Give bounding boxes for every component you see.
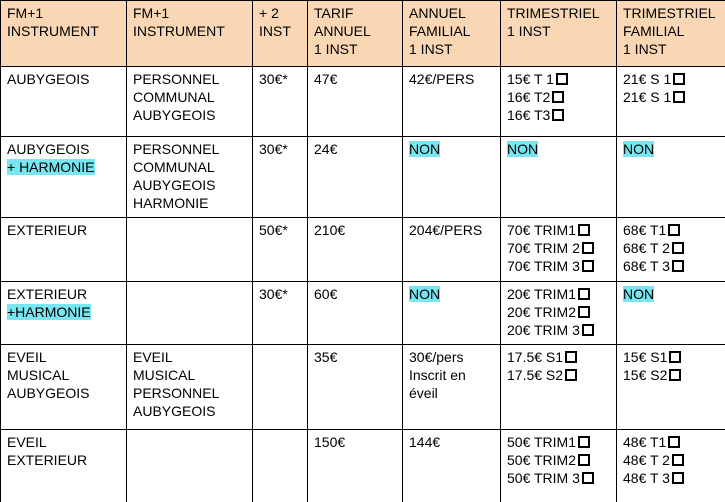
cell-line: [7, 348, 121, 366]
cell-line: [623, 257, 720, 275]
cell-line: [133, 384, 247, 402]
table-cell: [403, 218, 501, 282]
table-row: [1, 67, 725, 137]
table-cell: [1, 282, 127, 345]
cell-line: [623, 285, 720, 303]
cell-line: [259, 70, 302, 88]
checkbox-icon: [578, 436, 590, 448]
cell-line: [133, 402, 247, 420]
cell-line: [133, 176, 247, 194]
cell-text: 210€: [314, 222, 345, 238]
cell-line: [7, 303, 121, 321]
cell-line: [409, 221, 495, 239]
highlighted-text: NON: [409, 141, 440, 157]
table-cell: [501, 282, 617, 345]
cell-line: FAMILIAL: [409, 22, 495, 40]
checkbox-icon: [672, 454, 684, 466]
cell-line: + 2: [259, 4, 302, 22]
header-cell: [1, 1, 127, 67]
header-cell: [253, 1, 308, 67]
cell-text: 16€ T2: [507, 89, 550, 105]
cell-text: 68€ T1: [623, 222, 666, 238]
cell-line: [314, 221, 397, 239]
table-row: [1, 218, 725, 282]
table-cell: [617, 218, 725, 282]
cell-line: [314, 348, 397, 366]
table-cell: [308, 345, 403, 430]
cell-line: [133, 348, 247, 366]
cell-line: [409, 433, 495, 451]
cell-text: 15€ T 1: [507, 71, 554, 87]
cell-line: [623, 88, 720, 106]
table-cell: [1, 430, 127, 502]
cell-line: [507, 433, 611, 451]
table-cell: [1, 345, 127, 430]
cell-text: EXTERIEUR: [7, 222, 87, 238]
table-cell: [617, 282, 725, 345]
table-row: [1, 430, 725, 502]
highlighted-text: NON: [623, 141, 654, 157]
checkbox-icon: [672, 472, 684, 484]
cell-line: [507, 285, 611, 303]
cell-line: TARIF: [314, 4, 397, 22]
cell-text: éveil: [409, 385, 438, 401]
cell-text: 204€/PERS: [409, 222, 482, 238]
cell-line: [623, 70, 720, 88]
cell-line: [7, 140, 121, 158]
header-cell: [501, 1, 617, 67]
cell-line: [409, 384, 495, 402]
highlighted-text: +HARMONIE: [7, 304, 91, 320]
cell-line: [133, 88, 247, 106]
cell-line: 1 INST: [409, 40, 495, 58]
cell-text: MUSICAL: [133, 367, 195, 383]
cell-line: [507, 88, 611, 106]
cell-line: ANNUEL: [314, 22, 397, 40]
cell-line: [314, 140, 397, 158]
cell-text: 15€ S2: [623, 367, 667, 383]
table-cell: [308, 137, 403, 218]
cell-text: 70€ TRIM 3: [507, 258, 580, 274]
table-cell: [617, 67, 725, 137]
cell-line: [259, 140, 302, 158]
table-cell: [127, 430, 253, 502]
cell-text: AUBYGEOIS: [7, 71, 89, 87]
cell-line: FAMILIAL: [623, 22, 720, 40]
cell-line: [7, 285, 121, 303]
checkbox-icon: [552, 91, 564, 103]
cell-line: FM+1: [7, 4, 121, 22]
table-cell: [617, 137, 725, 218]
checkbox-icon: [668, 224, 680, 236]
table-cell: [501, 67, 617, 137]
cell-text: 16€ T3: [507, 107, 550, 123]
cell-text: EXTERIEUR: [7, 286, 87, 302]
cell-line: INST: [259, 22, 302, 40]
table-cell: [617, 345, 725, 430]
table-cell: [253, 67, 308, 137]
cell-text: 35€: [314, 349, 337, 365]
table-cell: [617, 430, 725, 502]
cell-line: [507, 451, 611, 469]
table-cell: [501, 345, 617, 430]
cell-text: 42€/PERS: [409, 71, 474, 87]
cell-line: [623, 348, 720, 366]
cell-line: [507, 321, 611, 339]
cell-text: PERSONNEL: [133, 141, 219, 157]
highlighted-text: NON: [409, 286, 440, 302]
highlighted-text: NON: [507, 141, 538, 157]
table-cell: [253, 137, 308, 218]
table-cell: [127, 345, 253, 430]
table-cell: [1, 137, 127, 218]
header-cell: [403, 1, 501, 67]
cell-text: 48€ T 3: [623, 470, 670, 486]
table-cell: [1, 218, 127, 282]
cell-text: EVEIL: [133, 349, 173, 365]
cell-text: 70€ TRIM1: [507, 222, 576, 238]
table-cell: [403, 430, 501, 502]
table-cell: [127, 218, 253, 282]
cell-line: [507, 106, 611, 124]
cell-text: 48€ T1: [623, 434, 666, 450]
cell-text: 50€ TRIM1: [507, 434, 576, 450]
checkbox-icon: [673, 73, 685, 85]
cell-line: [409, 348, 495, 366]
highlighted-text: NON: [623, 286, 654, 302]
cell-line: [133, 158, 247, 176]
table-row: [1, 282, 725, 345]
cell-line: [623, 366, 720, 384]
cell-line: [7, 366, 121, 384]
cell-text: 30€/pers: [409, 349, 463, 365]
checkbox-icon: [582, 324, 594, 336]
cell-text: HARMONIE: [133, 195, 208, 211]
cell-text: AUBYGEOIS: [133, 403, 215, 419]
cell-line: [7, 384, 121, 402]
cell-line: [133, 106, 247, 124]
table-cell: [501, 218, 617, 282]
checkbox-icon: [668, 436, 680, 448]
cell-line: TRIMESTRIEL: [623, 4, 720, 22]
cell-line: [7, 451, 121, 469]
cell-text: COMMUNAL: [133, 159, 215, 175]
table-row: [1, 345, 725, 430]
checkbox-icon: [578, 288, 590, 300]
cell-line: [409, 140, 495, 158]
table-cell: [127, 282, 253, 345]
table-cell: [501, 430, 617, 502]
table-body: [1, 67, 725, 502]
checkbox-icon: [672, 242, 684, 254]
table-cell: [403, 345, 501, 430]
cell-line: [259, 221, 302, 239]
table-row: [1, 137, 725, 218]
table-cell: [1, 67, 127, 137]
cell-text: 21€ S 1: [623, 71, 671, 87]
table-cell: [308, 430, 403, 502]
cell-text: 15€ S1: [623, 349, 667, 365]
checkbox-icon: [565, 351, 577, 363]
cell-text: 20€ TRIM 3: [507, 322, 580, 338]
cell-text: COMMUNAL: [133, 89, 215, 105]
cell-text: 48€ T 2: [623, 452, 670, 468]
table-cell: [501, 137, 617, 218]
checkbox-icon: [669, 369, 681, 381]
cell-text: 47€: [314, 71, 337, 87]
table-cell: [308, 218, 403, 282]
header-cell: [617, 1, 725, 67]
cell-line: [133, 70, 247, 88]
cell-line: [507, 303, 611, 321]
cell-line: [507, 469, 611, 487]
cell-text: PERSONNEL: [133, 71, 219, 87]
cell-text: 70€ TRIM 2: [507, 240, 580, 256]
cell-text: 68€ T 2: [623, 240, 670, 256]
cell-text: 144€: [409, 434, 440, 450]
cell-line: INSTRUMENT: [133, 22, 247, 40]
table-cell: [253, 430, 308, 502]
cell-line: [409, 366, 495, 384]
cell-line: ANNUEL: [409, 4, 495, 22]
checkbox-icon: [578, 454, 590, 466]
cell-text: EXTERIEUR: [7, 452, 87, 468]
cell-text: 50€*: [259, 222, 288, 238]
cell-line: 1 INST: [623, 40, 720, 58]
cell-text: 68€ T 3: [623, 258, 670, 274]
cell-line: 1 INST: [314, 40, 397, 58]
cell-text: 20€ TRIM2: [507, 304, 576, 320]
cell-text: AUBYGEOIS: [133, 177, 215, 193]
cell-text: AUBYGEOIS: [133, 107, 215, 123]
checkbox-icon: [552, 109, 564, 121]
cell-line: [507, 239, 611, 257]
cell-line: [314, 285, 397, 303]
cell-line: [623, 221, 720, 239]
highlighted-text: + HARMONIE: [7, 159, 95, 175]
checkbox-icon: [582, 472, 594, 484]
table-cell: [127, 67, 253, 137]
cell-text: MUSICAL: [7, 367, 69, 383]
cell-text: 50€ TRIM2: [507, 452, 576, 468]
cell-line: [623, 451, 720, 469]
cell-line: TRIMESTRIEL: [507, 4, 611, 22]
cell-text: 60€: [314, 286, 337, 302]
checkbox-icon: [578, 306, 590, 318]
header-cell: [127, 1, 253, 67]
cell-line: [314, 70, 397, 88]
cell-text: PERSONNEL: [133, 385, 219, 401]
checkbox-icon: [582, 242, 594, 254]
cell-line: [133, 140, 247, 158]
cell-line: [133, 366, 247, 384]
checkbox-icon: [556, 73, 568, 85]
cell-text: 30€*: [259, 286, 288, 302]
cell-line: [507, 140, 611, 158]
checkbox-icon: [582, 260, 594, 272]
table-cell: [308, 67, 403, 137]
cell-text: 24€: [314, 141, 337, 157]
checkbox-icon: [669, 351, 681, 363]
cell-line: INSTRUMENT: [7, 22, 121, 40]
cell-line: [507, 257, 611, 275]
cell-text: 17.5€ S2: [507, 367, 563, 383]
checkbox-icon: [673, 91, 685, 103]
cell-line: [7, 70, 121, 88]
cell-line: [507, 221, 611, 239]
cell-text: 150€: [314, 434, 345, 450]
cell-line: 1 INST: [507, 22, 611, 40]
cell-text: Inscrit en: [409, 367, 466, 383]
table-cell: [253, 282, 308, 345]
table-cell: [127, 137, 253, 218]
checkbox-icon: [565, 369, 577, 381]
cell-line: [7, 221, 121, 239]
cell-line: [623, 140, 720, 158]
cell-line: [409, 285, 495, 303]
cell-line: [7, 158, 121, 176]
table-cell: [403, 137, 501, 218]
table-cell: [253, 345, 308, 430]
cell-line: [259, 285, 302, 303]
cell-line: FM+1: [133, 4, 247, 22]
checkbox-icon: [578, 224, 590, 236]
cell-text: 50€ TRIM 3: [507, 470, 580, 486]
cell-text: EVEIL: [7, 434, 47, 450]
cell-text: 20€ TRIM1: [507, 286, 576, 302]
table-cell: [253, 218, 308, 282]
cell-line: [7, 433, 121, 451]
cell-line: [623, 239, 720, 257]
table-cell: [308, 282, 403, 345]
cell-line: [314, 433, 397, 451]
cell-text: AUBYGEOIS: [7, 385, 89, 401]
cell-line: [507, 348, 611, 366]
checkbox-icon: [672, 260, 684, 272]
table-cell: [403, 282, 501, 345]
cell-line: [623, 469, 720, 487]
cell-line: [409, 70, 495, 88]
cell-text: AUBYGEOIS: [7, 141, 89, 157]
cell-text: EVEIL: [7, 349, 47, 365]
cell-text: 30€*: [259, 71, 288, 87]
cell-text: 17.5€ S1: [507, 349, 563, 365]
cell-line: [507, 70, 611, 88]
cell-line: [133, 194, 247, 212]
header-cell: [308, 1, 403, 67]
header-row: [1, 1, 725, 67]
table-cell: [403, 67, 501, 137]
cell-text: 30€*: [259, 141, 288, 157]
cell-line: [507, 366, 611, 384]
cell-line: [623, 433, 720, 451]
cell-text: 21€ S 1: [623, 89, 671, 105]
